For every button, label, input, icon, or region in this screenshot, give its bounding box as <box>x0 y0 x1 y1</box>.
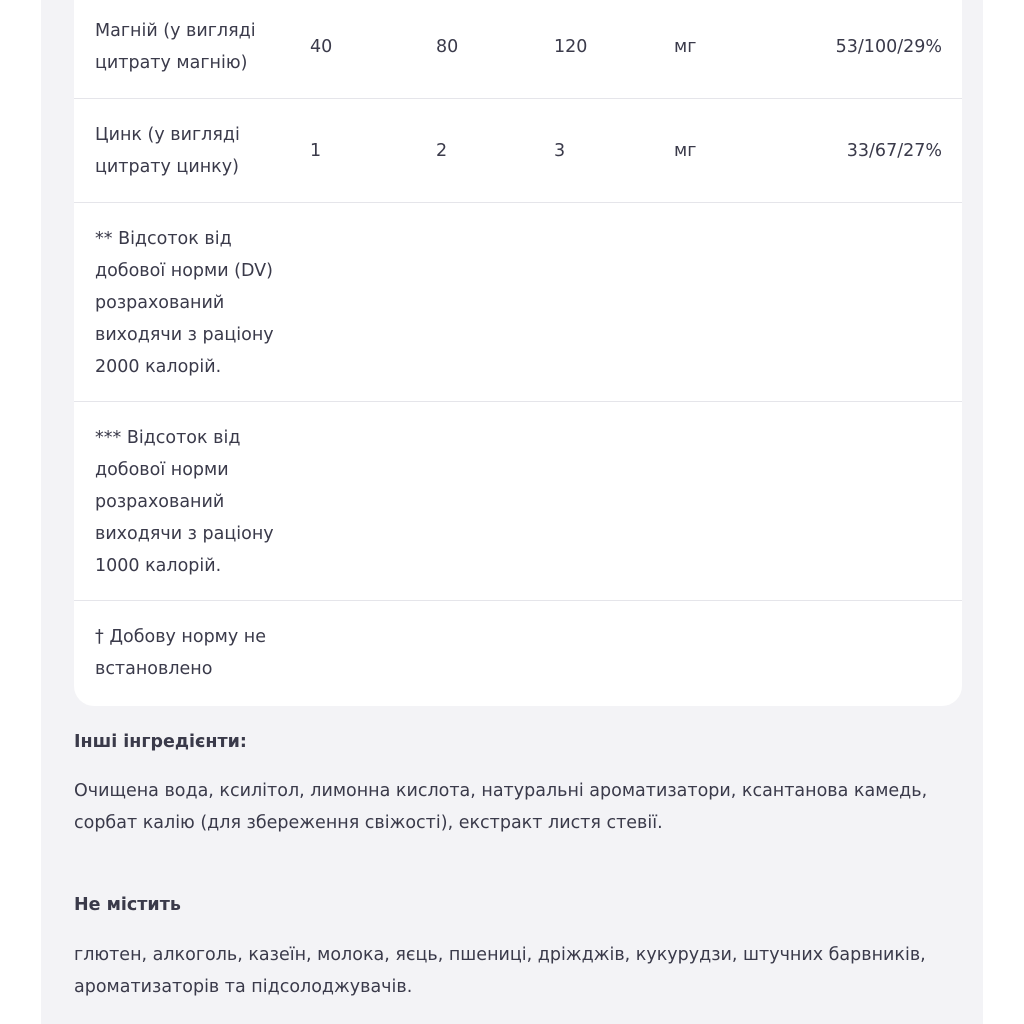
amount-value-3: 3 <box>554 141 566 161</box>
amount-value-3: 120 <box>554 37 588 57</box>
other-ingredients-text: Очищена вода, ксилітол, лимонна кислота, натуральні ароматизатори, ксантанова камедь, сорбат калію (для збереження свіжості), екстракт листя стевії. <box>74 781 928 833</box>
free-from-text: глютен, алкоголь, казеїн, молока, яєць, пшениці, дріжджів, кукурудзи, штучних барвників, ароматизаторів та підсолоджувачів. <box>74 945 926 997</box>
daily-value: 53/100/29% <box>835 37 942 57</box>
table-row <box>74 402 962 601</box>
amount-value-1: 40 <box>310 37 333 57</box>
amount-value-2: 80 <box>436 37 459 57</box>
footnote-no-dv: † Добову норму не встановлено <box>95 627 267 679</box>
table-row <box>74 99 962 203</box>
ingredient-name: Магній (у вигляді цитрату магнію) <box>95 21 256 73</box>
unit-label: мг <box>674 37 697 57</box>
table-row <box>74 203 962 402</box>
table-row <box>74 601 962 706</box>
daily-value: 33/67/27% <box>846 141 942 161</box>
nutrition-table <box>74 0 962 706</box>
amount-value-1: 1 <box>310 141 322 161</box>
unit-label: мг <box>674 141 697 161</box>
footnote-dv-2000: ** Відсоток від добової норми (DV) розрахований виходячи з раціону 2000 калорій. <box>95 229 274 377</box>
free-from-heading: Не містить <box>74 895 181 915</box>
ingredient-name: Цинк (у вигляді цитрату цинку) <box>95 125 240 177</box>
content-panel <box>41 0 983 1024</box>
table-row <box>74 0 962 99</box>
other-ingredients-heading: Інші інгредієнти: <box>74 732 247 752</box>
footnote-dv-1000: *** Відсоток від добової норми розрахований виходячи з раціону 1000 калорій. <box>95 428 274 576</box>
amount-value-2: 2 <box>436 141 448 161</box>
